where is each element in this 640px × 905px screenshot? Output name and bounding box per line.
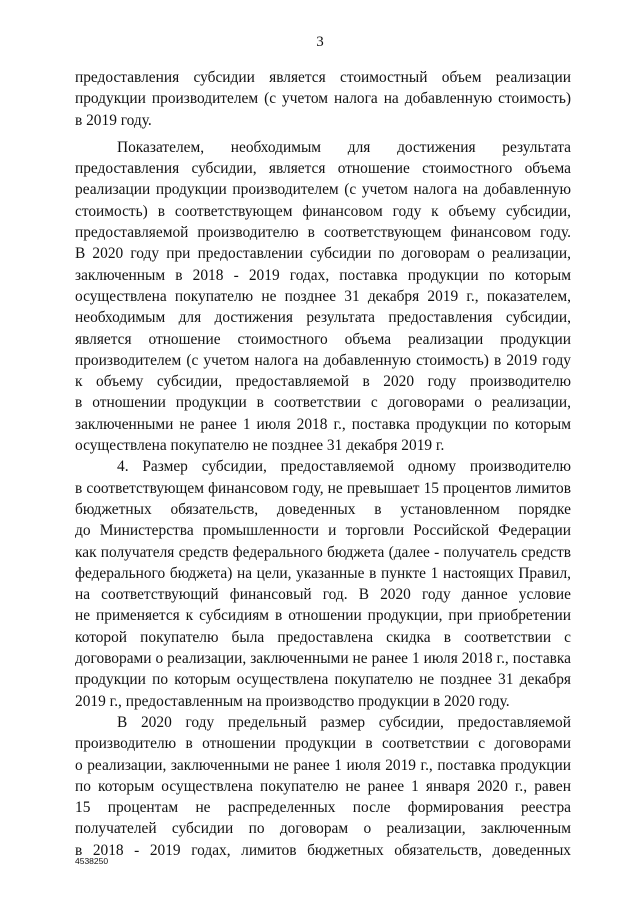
text-line: 4. Размер субсидии, предоставляемой одному производителю [117,458,571,476]
text-line: является отношение стоимостного объема реализации продукции [75,330,571,348]
text-line: получателей субсидии по договорам о реализации, заключенным [75,820,571,838]
text-line: заключенными не ранее 1 июля 2018 г., поставка продукции по которым [75,415,571,433]
text-line: предоставления субсидии, является отношение стоимостного объема [75,160,571,178]
text-line: реализации продукции производителем (с учетом налога на добавленную [75,181,571,199]
text-line: к объему субсидии, предоставляемой в 2020 году производителю [75,373,571,391]
text-line: 2019 г., предоставленным на производство продукции в 2020 году. [75,692,510,710]
text-line: бюджетных обязательств, доведенных в установленном порядке [75,500,571,518]
page-number: 3 [316,34,324,50]
text-line: стоимость) в соответствующем финансовом году к объему субсидии, [75,202,571,220]
text-line: предоставляемой производителю в соответствующем финансовом году. [75,224,571,242]
text-line: 15 процентам не распределенных после формирования реестра [75,799,571,817]
text-line: осуществлена покупателю не позднее 31 декабря 2019 г. [75,437,445,455]
text-line: производителю в отношении продукции в соответствии с договорами [75,735,571,753]
text-line: в 2018 - 2019 годах, лимитов бюджетных обязательств, доведенных [75,841,571,859]
text-line: по которым осуществлена покупателю не ранее 1 января 2020 г., равен [75,777,571,795]
paragraph [75,67,571,131]
text-line: в отношении продукции в соответствии с договорами о реализации, [75,394,571,412]
text-line: в 2019 году. [75,111,152,129]
text-line: предоставления субсидии является стоимостный объем реализации [75,69,571,86]
paragraph [75,456,571,712]
text-line: до Министерства промышленности и торговли Российской Федерации [75,522,571,540]
text-line: Показателем, необходимым для достижения результата [117,138,571,156]
text-line: продукции производителем (с учетом налога на добавленную стоимость) [75,90,571,108]
document-body [75,67,571,861]
text-line: как получателя средств федерального бюджета (далее - получатель средств [75,543,571,561]
text-line: продукции по которым осуществлена покупателю не позднее 31 декабря [75,671,571,689]
text-line: производителем (с учетом налога на добавленную стоимость) в 2019 году [75,351,571,369]
text-line: В 2020 году при предоставлении субсидии по договорам о реализации, [75,245,571,263]
text-line: заключенным в 2018 - 2019 годах, поставка продукции по которым [75,266,571,284]
text-line: необходимым для достижения результата предоставления субсидии, [75,309,571,327]
text-line: о реализации, заключенными не ранее 1 июля 2019 г., поставка продукции [75,756,571,774]
paragraph [75,137,571,456]
text-line: федерального бюджета) на цели, указанные в пункте 1 настоящих Правил, [75,564,571,582]
document-code: 4538250 [75,856,109,866]
text-line: которой покупателю была предоставлена скидка в соответствии с [75,628,571,646]
text-line: В 2020 году предельный размер субсидии, предоставляемой [117,713,571,731]
text-line: на соответствующий финансовый год. В 2020 году данное условие [75,586,571,604]
text-line: не применяется к субсидиям в отношении продукции, при приобретении [75,607,571,625]
text-line: договорами о реализации, заключенными не ранее 1 июля 2018 г., поставка [75,650,571,668]
text-line: в соответствующем финансовом году, не превышает 15 процентов лимитов [75,479,571,497]
text-line: осуществлена покупателю не позднее 31 декабря 2019 г., показателем, [75,287,571,305]
paragraph [75,712,571,861]
